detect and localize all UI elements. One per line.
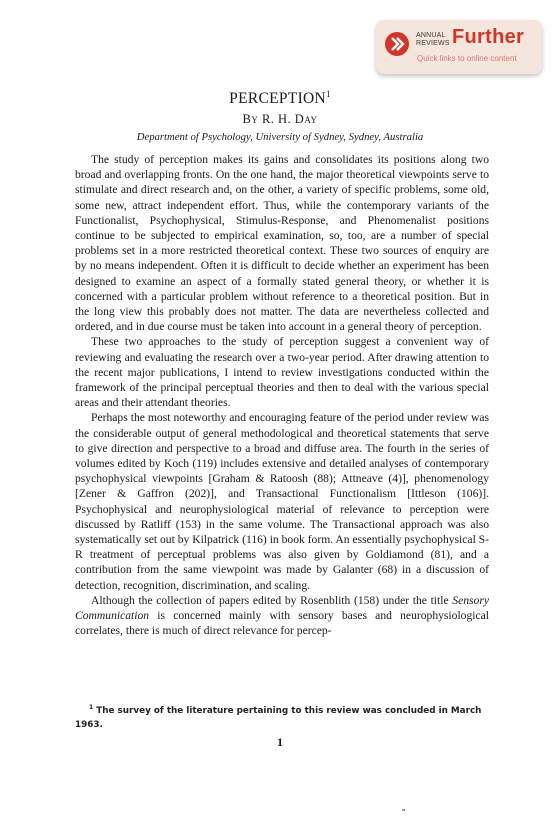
- annual-reviews-wordmark: ANNUAL REVIEWS: [416, 32, 450, 47]
- author-line: By R. H. Day: [242, 112, 318, 126]
- paragraph-4: Although the collection of papers edited by Rosenblith (158) under the title Sensory Communication is concerned mainly with sensory bases and neurophysiological correlates, there is much of direct relevance for percep-: [75, 593, 489, 638]
- footnote-mark: 1: [89, 704, 94, 711]
- further-links-badge[interactable]: [376, 20, 542, 74]
- paragraph-2: These two approaches to the study of perception suggest a convenient way of reviewing and evaluating the research over a two-year period. After drawing attention to the recent major publications, I intend to review investigations conducted within the framework of the principal perceptual theories and then to deal with the various special areas and their attendant theories.: [75, 335, 489, 410]
- page-number: 1: [277, 735, 283, 749]
- footnote: $^1$ The survey of the literature pertaining to this review was concluded in March 1963.: [75, 704, 482, 730]
- annual-reviews-logo-icon: [385, 32, 409, 56]
- article-title: PERCEPTION$^1$: [229, 89, 331, 107]
- book-title: Sensory Communication: [75, 593, 489, 623]
- scan-speck: [402, 809, 405, 811]
- paragraph-3: Perhaps the most noteworthy and encouraging feature of the period under review was the considerable output of general methodological and theoretical statements that serve to give direction and perspective to a broad and diffuse area. The fourth in the series of volumes edited by Koch (119) includes extensive and detailed analyses of contemporary psychophysical viewpoints [Graham & Ratoosh (88); Attneave (4)], phenomenology [Zener & Gaffron (202)], and Transactional Functionalism [Ittleson (106)]. Psychophysical and neurophysiological material of relevance to perception were discussed by Ratliff (153) in the same volume. The Transactional approach was also systematically set out by Kilpatrick (116) in book form. An essentially psychophysical S-R treatment of perceptual problems was also given by Goldiamond (81), and a contribution from the same viewpoint was made by Galanter (68) in a discussion of detection, recognition, discrimination, and scaling.: [75, 411, 489, 592]
- paragraph-1: The study of perception makes its gains and consolidates its positions along two broad and overlapping fronts. On the one hand, the major theoretical viewpoints serve to stimulate and direct research and, on the other, a variety of specific problems, some old, some new, attract independent effort. Thus, while the contemporary variants of the Functionalist, Psychophysical, Stimulus-Response, and Phenomenalist positions continue to be subjected to empirical examination, so, too, are a number of special problems set in a more restricted theoretical context. These two sources of enquiry are by no means independent. Often it is difficult to decide whether an experiment has been designed to examine an aspect of a formally stated general theory, or whether it is concerned with a particular problem without reference to a theoretical position. But in the long view this probably does not matter. The data are nevertheless collected and ordered, and in due course must be taken into account in a general theory of perception.: [75, 153, 489, 334]
- article-body: [75, 152, 489, 639]
- further-label: Further: [452, 26, 525, 48]
- affiliation: Department of Psychology, University of Sydney, Sydney, Australia: [136, 131, 424, 143]
- title-footnote-mark[interactable]: 1: [326, 89, 331, 99]
- quick-links-label: Quick links to online content: [417, 54, 517, 63]
